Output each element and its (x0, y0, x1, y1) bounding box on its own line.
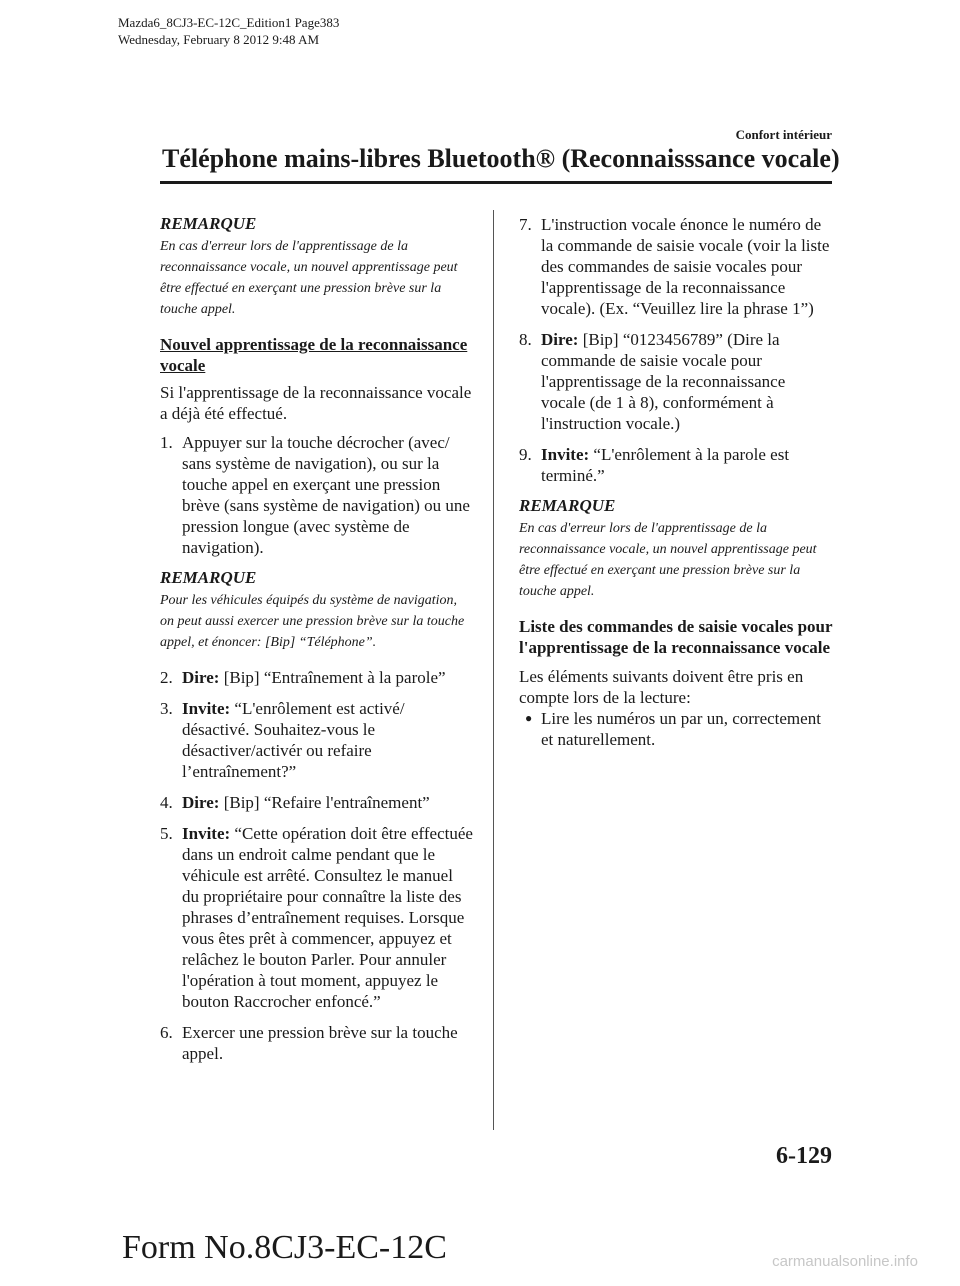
step-content: “L'enrôlement est activé/ désactivé. Souhaitez-vous le désactiver/activér ou refaire l’entraînement?” (182, 699, 405, 781)
form-number: Form No.8CJ3-EC-12C (122, 1229, 447, 1266)
print-metadata-line1: Mazda6_8CJ3-EC-12C_Edition1 Page383 (118, 15, 340, 30)
note-text: En cas d'erreur lors de l'apprentissage de la reconnaissance vocale, un nouvel apprentissage peut être effectué en exerçant une pression brève sur la touche appel. (519, 521, 817, 599)
step-keyword: Invite: (182, 699, 231, 718)
bullet-text: Lire les numéros un par un, correctement et naturellement. (541, 709, 821, 749)
note-text: En cas d'erreur lors de l'apprentissage de la reconnaissance vocale, un nouvel apprentissage peut être effectué en exerçant une pression brève sur la touche appel. (160, 239, 458, 317)
step-list (160, 667, 474, 1064)
step-content: Exercer une pression brève sur la touche appel. (182, 1023, 458, 1063)
step-text (182, 698, 474, 782)
note-heading: REMARQUE (160, 214, 257, 233)
step-8 (519, 329, 833, 434)
column-divider (493, 210, 494, 1130)
step-text (182, 823, 474, 1012)
bullet-item (519, 708, 833, 750)
step-keyword: Invite: (182, 824, 231, 843)
step-3 (160, 698, 474, 782)
note-heading: REMARQUE (160, 568, 257, 587)
step-text (182, 1022, 474, 1064)
bullet-list (519, 708, 833, 750)
step-number: 6. (160, 1023, 173, 1042)
note-block (519, 496, 833, 602)
step-content: “L'enrôlement à la parole est terminé.” (541, 445, 790, 485)
left-column (160, 214, 474, 1074)
step-number: 3. (160, 699, 173, 718)
step-4 (160, 792, 474, 813)
step-5 (160, 823, 474, 1012)
step-7 (519, 214, 833, 319)
step-keyword: Invite: (541, 445, 590, 464)
step-keyword: Dire: (541, 330, 579, 349)
step-2 (160, 667, 474, 688)
step-number: 1. (160, 433, 173, 452)
step-content: L'instruction vocale énonce le numéro de la commande de saisie vocale (voir la liste des commandes de saisie vocales pour l'apprentissage de la reconnaissance vocale). (Ex. “Veuillez lire la phrase 1”) (541, 215, 830, 318)
page-number: 6-129 (776, 1143, 832, 1169)
step-content: [Bip] “0123456789” (Dire la commande de saisie vocale pour l'apprentissage de la reconnaissance vocale (de 1 à 8), conformément à l'instruction vocale.) (541, 330, 786, 433)
section-subheading: Liste des commandes de saisie vocales pour l'apprentissage de la reconnaissance vocale (519, 617, 833, 657)
print-metadata-line2: Wednesday, February 8 2012 9:48 AM (118, 32, 320, 47)
intro-paragraph: Si l'apprentissage de la reconnaissance vocale a déjà été effectué. (160, 383, 472, 423)
step-content: [Bip] “Refaire l'entraînement” (219, 793, 430, 812)
step-number: 8. (519, 330, 532, 349)
step-text: Appuyer sur la touche décrocher (avec/ sans système de navigation), ou sur la touche appel en exerçant une pression brève (sans système de navigation) ou une pression longue (avec système de navigation). (182, 433, 470, 557)
step-text (541, 214, 833, 319)
step-text (182, 667, 474, 688)
step-9 (519, 444, 833, 486)
step-1 (160, 432, 474, 558)
step-number: 5. (160, 824, 173, 843)
note-block (160, 214, 474, 320)
intro-paragraph: Les éléments suivants doivent être pris en compte lors de la lecture: (519, 667, 804, 707)
step-text (541, 329, 833, 434)
step-keyword: Dire: (182, 668, 220, 687)
step-keyword: Dire: (182, 793, 220, 812)
note-heading: REMARQUE (519, 496, 616, 515)
step-text (541, 444, 833, 486)
watermark: carmanualsonline.info (772, 1253, 918, 1270)
step-number: 4. (160, 793, 173, 812)
note-text: Pour les véhicules équipés du système de navigation, on peut aussi exercer une pression brève sur la touche appel, et énoncer: [Bip] “Téléphone”. (160, 593, 465, 650)
step-list (519, 214, 833, 486)
step-number: 2. (160, 668, 173, 687)
title-rule (160, 181, 832, 184)
page-title: Téléphone mains-libres Bluetooth® (Reconnaisssance vocale) (162, 144, 840, 173)
section-subheading: Nouvel apprentissage de la reconnaissance vocale (160, 335, 468, 375)
right-column (519, 214, 833, 750)
step-number: 9. (519, 445, 532, 464)
step-6 (160, 1022, 474, 1064)
print-metadata (118, 14, 339, 48)
step-content: [Bip] “Entraînement à la parole” (219, 668, 446, 687)
bullet-icon: ● (525, 711, 533, 725)
step-text (182, 792, 474, 813)
step-number: 7. (519, 215, 532, 234)
section-label: Confort intérieur (735, 127, 832, 142)
step-content: “Cette opération doit être effectuée dans un endroit calme pendant que le véhicule est arrêté. Consultez le manuel du propriétaire pour connaître la liste des phrases d’entraînement requises. Lorsque vous êtes prêt à commencer, appuyez et relâchez le bouton Parler. Pour annuler l'opération à tout moment, appuyez le bouton Raccrocher enfoncé.” (182, 824, 473, 1011)
note-block (160, 568, 474, 653)
